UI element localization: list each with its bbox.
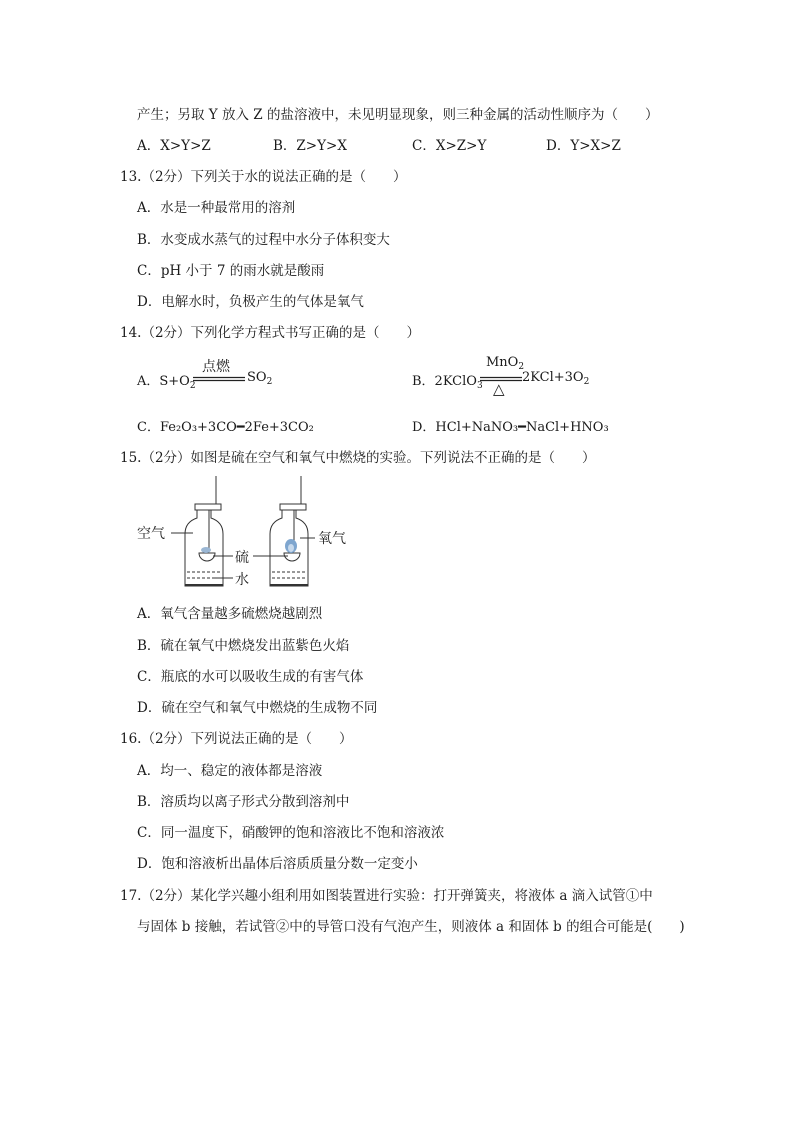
q15-option-b: B．硫在氧气中燃烧发出蓝紫色火焰 xyxy=(137,638,350,654)
q13-option-a: A．水是一种最常用的溶剂 xyxy=(137,200,296,216)
q14-stem: 14.（2分）下列化学方程式书写正确的是（ ） xyxy=(120,325,421,341)
q13-option-c: C．pH 小于 7 的雨水就是酸雨 xyxy=(137,263,325,279)
fig-label-oxygen: 氧气 xyxy=(318,531,346,547)
q14-option-b-heat-symbol: △ xyxy=(493,380,505,398)
q13-option-d: D．电解水时，负极产生的气体是氧气 xyxy=(137,294,364,310)
q17-stem-line1: 17.（2分）某化学兴趣小组利用如图装置进行实验：打开弹簧夹，将液体 a 滴入试管①中 xyxy=(120,888,653,904)
q17-stem-line2: 与固体 b 接触，若试管②中的导管口没有气泡产生，则液体 a 和固体 b 的组合可能是( ) xyxy=(137,919,685,935)
q14-option-c: C．Fe₂O₃+3CO━2Fe+3CO₂ xyxy=(137,420,314,435)
q12-stem-continuation: 产生；另取 Y 放入 Z 的盐溶液中，未见明显现象，则三种金属的活动性顺序为（ ） xyxy=(137,107,659,123)
q14-option-a-products: $SO_2$ xyxy=(247,370,273,387)
q16-option-a: A．均一、稳定的液体都是溶液 xyxy=(137,763,323,779)
q14-option-b-products: $2KCl+3O_2$ xyxy=(522,370,590,387)
q13-option-b: B．水变成水蒸气的过程中水分子体积变大 xyxy=(137,232,390,248)
q15-option-a: A．氧气含量越多硫燃烧越剧烈 xyxy=(137,606,323,622)
q15-option-c: C．瓶底的水可以吸收生成的有害气体 xyxy=(137,669,364,685)
q14-option-a-equals xyxy=(193,376,245,382)
q16-option-d: D．饱和溶液析出晶体后溶质质量分数一定变小 xyxy=(137,856,418,872)
q12-option-a: A．X>Y>Z xyxy=(137,138,211,154)
q12-option-c: C．X>Z>Y xyxy=(412,138,487,154)
q13-stem: 13.（2分）下列关于水的说法正确的是（ ） xyxy=(120,169,407,185)
q14-option-a-reactants: A．$S+O_2$ xyxy=(137,374,196,391)
q16-stem: 16.（2分）下列说法正确的是（ ） xyxy=(120,731,353,747)
fig-label-sulfur: 硫 xyxy=(235,550,249,566)
right-bottle xyxy=(270,476,308,586)
q16-option-b: B．溶质均以离子形式分散到溶剂中 xyxy=(137,794,350,810)
q12-option-b: B．Z>Y>X xyxy=(273,138,347,154)
q16-option-c: C．同一温度下，硝酸钾的饱和溶液比不饱和溶液浓 xyxy=(137,825,445,841)
q15-sulfur-combustion-figure xyxy=(135,474,365,594)
q14-option-a-condition: 点燃 xyxy=(202,359,230,375)
left-bottle xyxy=(185,476,223,586)
fig-label-water: 水 xyxy=(235,572,249,588)
q15-stem: 15.（2分）如图是硫在空气和氧气中燃烧的实验。下列说法不正确的是（ ） xyxy=(120,450,596,466)
q14-option-d: D．HCl+NaNO₃━NaCl+HNO₃ xyxy=(412,420,609,435)
q14-option-b-catalyst: MnO$_2$ xyxy=(486,355,525,372)
fig-label-air: 空气 xyxy=(137,526,165,542)
q15-option-d: D．硫在空气和氧气中燃烧的生成物不同 xyxy=(137,700,378,716)
q12-option-d: D．Y>X>Z xyxy=(546,138,621,154)
q14-option-b-reactants: B．2KClO$_3$ xyxy=(412,374,483,391)
